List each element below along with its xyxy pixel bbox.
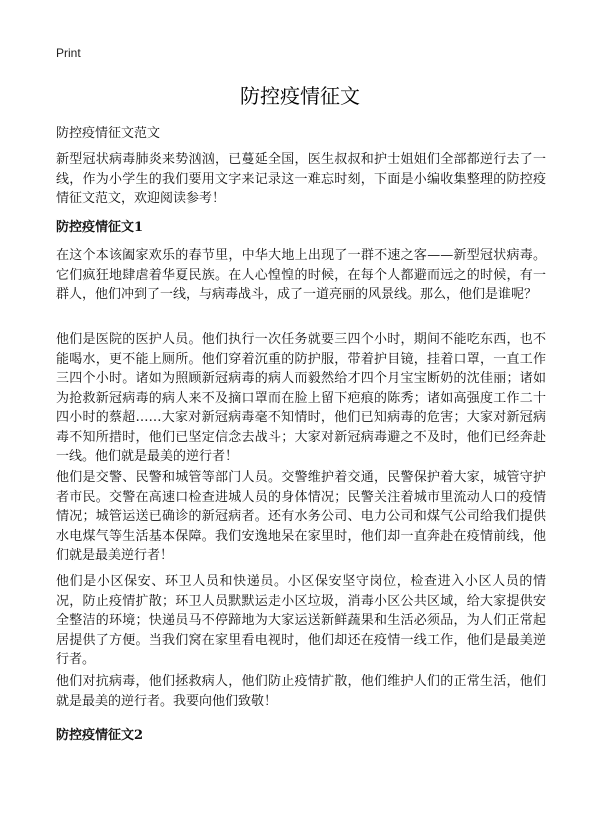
section-heading-2: 防控疫情征文2 <box>56 728 144 743</box>
body-paragraph: 他们是医院的医护人员。他们执行一次任务就要三四个小时，期间不能吃东西，也不能喝水，更不能上厕所。他们穿着沉重的防护服，带着护目镜，挂着口罩，一直工作三四个小时。诸如为照顾新冠病毒的病人而毅然给才四个月宝宝断奶的沈佳丽；诸如为抢救新冠病毒的病人来不及摘口罩而在脸上留下疤痕的陈秀；诸如高强度工作二十四小时的蔡超……大家对新冠病毒毫不知情时，他们已知病毒的危害；大家对新冠病毒不知所措时，他们已坚定信念去战斗；大家对新冠病毒避之不及时，他们已经奔赴一线。他们就是最美的逆行者！ <box>56 332 546 464</box>
body-paragraph: 在这个本该阖家欢乐的春节里，中华大地上出现了一群不速之客——新型冠状病毒。它们疯狂地肆虐着华夏民族。在人心惶惶的时候，在每个人都避而远之的时候，有一群人，他们冲到了一线，与病毒战斗，成了一道亮丽的风景线。那么，他们是谁呢？ <box>56 248 546 302</box>
body-paragraph: 他们对抗病毒，他们拯救病人，他们防止疫情扩散，他们维护人们的正常生活，他们就是最美的逆行者。我要向他们致敬！ <box>56 674 546 709</box>
page-title: 防控疫情征文 <box>240 84 360 108</box>
section-heading-1: 防控疫情征文1 <box>56 220 144 235</box>
intro-paragraph: 新型冠状病毒肺炎来势汹汹，已蔓延全国，医生叔叔和护士姐姐们全部都逆行去了一线，作为小学生的我们要用文字来记录这一难忘时刻，下面是小编收集整理的防控疫情征文范文，欢迎阅读参考！ <box>56 152 546 206</box>
print-label: Print <box>56 46 81 60</box>
document-subtitle: 防控疫情征文范文 <box>56 126 161 141</box>
body-paragraph: 他们是小区保安、环卫人员和快递员。小区保安坚守岗位，检查进入小区人员的情况，防止疫情扩散；环卫人员默默运走小区垃圾，消毒小区公共区域，给大家提供安全整洁的环境；快递员马不停蹄地为大家运送新鲜蔬果和生活必须品，为人们正常起居提供了方便。当我们窝在家里看电视时，他们却还在疫情一线工作，他们是最美逆行者。 <box>56 574 546 667</box>
body-paragraph: 他们是交警、民警和城管等部门人员。交警维护着交通，民警保护着大家，城管守护者市民。交警在高速口检查进城人员的身体情况；民警关注着城市里流动人口的疫情情况；城管运送已确诊的新冠病者。还有水务公司、电力公司和煤气公司给我们提供水电煤气等生活基本保障。我们安逸地呆在家里时，他们却一直奔赴在疫情前线，他们就是最美逆行者！ <box>56 470 546 563</box>
